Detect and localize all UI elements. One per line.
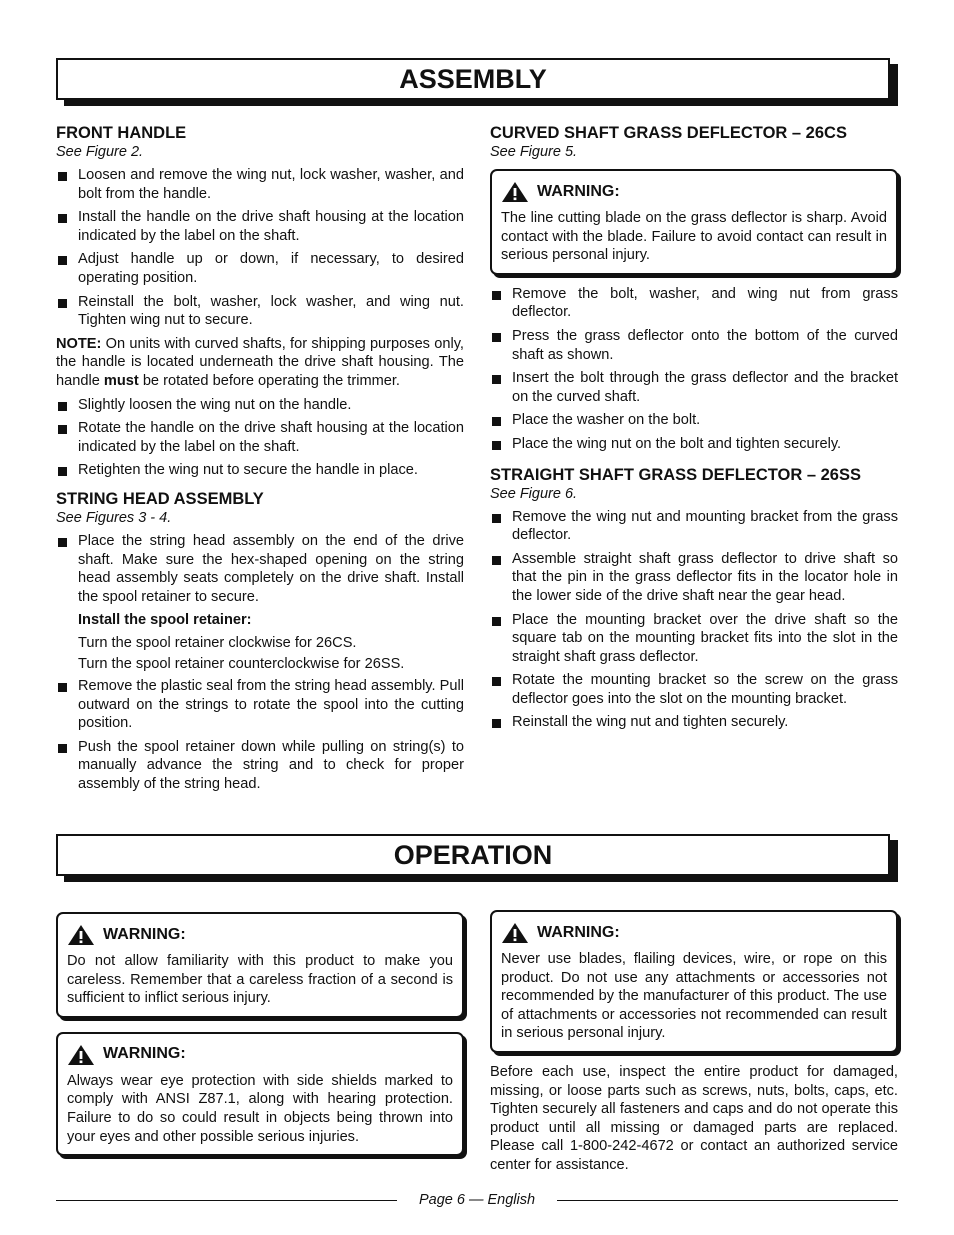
list-item: Place the wing nut on the bolt and tighten securely. <box>490 435 898 454</box>
warning-triangle-icon <box>501 181 529 203</box>
warning-triangle-icon <box>501 922 529 944</box>
straight-list <box>490 508 898 733</box>
list-item: Adjust handle up or down, if necessary, to desired operating position. <box>56 250 464 287</box>
list-item: Place the mounting bracket over the drive shaft so the square tab on the mounting bracket fits into the slot in the straight shaft grass deflector. <box>490 611 898 667</box>
warning-text: The line cutting blade on the grass deflector is sharp. Avoid contact with the blade. Failure to avoid contact can result in serious personal injury. <box>501 210 887 264</box>
list-item: Remove the bolt, washer, and wing nut from grass deflector. <box>490 285 898 322</box>
list-item: Rotate the mounting bracket so the screw on the grass deflector goes into the slot on the mounting bracket. <box>490 671 898 708</box>
warning-text: Do not allow familiarity with this product to make you careless. Remember that a careless fraction of a second is sufficient to inflict serious injury. <box>67 953 453 1007</box>
spool-retainer-26cs: Turn the spool retainer clockwise for 26CS. <box>78 634 357 651</box>
list-item: Reinstall the bolt, washer, lock washer, and wing nut. Tighten wing nut to secure. <box>56 293 464 330</box>
front-handle-note <box>56 335 464 391</box>
curved-list <box>490 285 898 454</box>
assembly-right-column <box>490 124 898 737</box>
warning-text: Never use blades, flailing devices, wire, or rope on this product. Do not use any attachments or accessories not recommended by the manufacturer of this product. The use of attachments or accessories not recommended can result in serious personal injury. <box>501 951 887 1042</box>
footer-rule-left <box>56 1200 397 1201</box>
straight-deflector-heading: STRAIGHT SHAFT GRASS DEFLECTOR – 26SS <box>490 465 861 484</box>
operation-left-column <box>56 912 464 1156</box>
footer-rule-right <box>557 1200 898 1201</box>
list-item: Install the handle on the drive shaft housing at the location indicated by the label on the shaft. <box>56 208 464 245</box>
assembly-left-column <box>56 124 464 799</box>
warning-triangle-icon <box>67 924 95 946</box>
spool-retainer-subheading: Install the spool retainer: <box>78 612 252 629</box>
operation-banner <box>56 834 890 876</box>
string-head-list <box>56 532 464 606</box>
note-must: must <box>103 372 139 389</box>
warning-header <box>501 922 887 944</box>
warning-header <box>501 181 887 203</box>
assembly-banner <box>56 58 890 100</box>
list-item: Press the grass deflector onto the bottom of the curved shaft as shown. <box>490 327 898 364</box>
page-number: Page 6 — English <box>418 1192 536 1208</box>
familiarity-warning-box <box>56 912 464 1018</box>
spool-retainer-26ss: Turn the spool retainer counterclockwise for 26SS. <box>78 656 405 673</box>
list-item: Loosen and remove the wing nut, lock washer, washer, and bolt from the handle. <box>56 166 464 203</box>
straight-see-figure: See Figure 6. <box>490 485 578 502</box>
inspection-paragraph: Before each use, inspect the entire product for damaged, missing, or loose parts such as screws, nuts, bolts, caps, etc. Tighten securely all fasteners and caps and do not operate this product until all missing or damaged parts are replaced. Please call 1-800-242-4672 or contact an authorized service center for assistance. <box>490 1063 898 1173</box>
list-item: Reinstall the wing nut and tighten securely. <box>490 713 898 732</box>
list-item: Rotate the handle on the drive shaft housing at the location indicated by the label on the shaft. <box>56 419 464 456</box>
curved-deflector-heading: CURVED SHAFT GRASS DEFLECTOR – 26CS <box>490 124 847 142</box>
list-item: Place the string head assembly on the end of the drive shaft. Make sure the hex-shaped opening on the string head assembly seats completely on the drive shaft. Install the spool retainer to secure. <box>56 532 464 606</box>
operation-right-column <box>490 910 898 1180</box>
list-item: Assemble straight shaft grass deflector to drive shaft so that the pin in the grass deflector fits in the locator hole in the lower side of the drive shaft near the gear head. <box>490 550 898 606</box>
list-item: Push the spool retainer down while pulling on string(s) to manually advance the string and to check for proper assembly of the string head. <box>56 738 464 794</box>
string-head-heading: STRING HEAD ASSEMBLY <box>56 489 264 508</box>
note-label: NOTE: <box>56 335 102 352</box>
front-handle-list-2 <box>56 396 464 480</box>
operation-title: OPERATION <box>393 839 553 870</box>
warning-header <box>67 1044 453 1066</box>
list-item: Retighten the wing nut to secure the handle in place. <box>56 461 464 480</box>
warning-header <box>67 924 453 946</box>
list-item: Slightly loosen the wing nut on the handle. <box>56 396 464 415</box>
eye-protection-warning-box <box>56 1032 464 1156</box>
warning-triangle-icon <box>67 1044 95 1066</box>
page-footer <box>56 1190 898 1210</box>
curved-see-figure: See Figure 5. <box>490 144 578 160</box>
front-handle-see-figure: See Figure 2. <box>56 144 144 160</box>
warning-label: WARNING: <box>537 182 620 200</box>
warning-label: WARNING: <box>537 923 620 941</box>
note-text-2: be rotated before operating the trimmer. <box>138 372 400 389</box>
warning-label: WARNING: <box>103 1045 186 1063</box>
note-text-1: On units with curved shafts, for shipping purposes only, the handle is located underneath the drive shaft housing. The handle <box>56 335 464 389</box>
string-head-see-figure: See Figures 3 - 4. <box>56 509 172 526</box>
list-item: Remove the wing nut and mounting bracket from the grass deflector. <box>490 508 898 545</box>
list-item: Place the washer on the bolt. <box>490 411 898 430</box>
warning-text: Always wear eye protection with side shields marked to comply with ANSI Z87.1, along with hearing protection. Failure to do so could result in objects being thrown into your eyes and other possible serious injuries. <box>67 1072 453 1145</box>
list-item: Remove the plastic seal from the string head assembly. Pull outward on the strings to rotate the spool into the cutting position. <box>56 677 464 733</box>
curved-warning-box <box>490 169 898 275</box>
warning-label: WARNING: <box>103 925 186 943</box>
assembly-title: ASSEMBLY <box>399 63 547 94</box>
list-item: Insert the bolt through the grass deflector and the bracket on the curved shaft. <box>490 369 898 406</box>
front-handle-list <box>56 166 464 330</box>
front-handle-heading: FRONT HANDLE <box>56 124 187 142</box>
string-head-list-2 <box>56 677 464 794</box>
attachments-warning-box <box>490 910 898 1053</box>
